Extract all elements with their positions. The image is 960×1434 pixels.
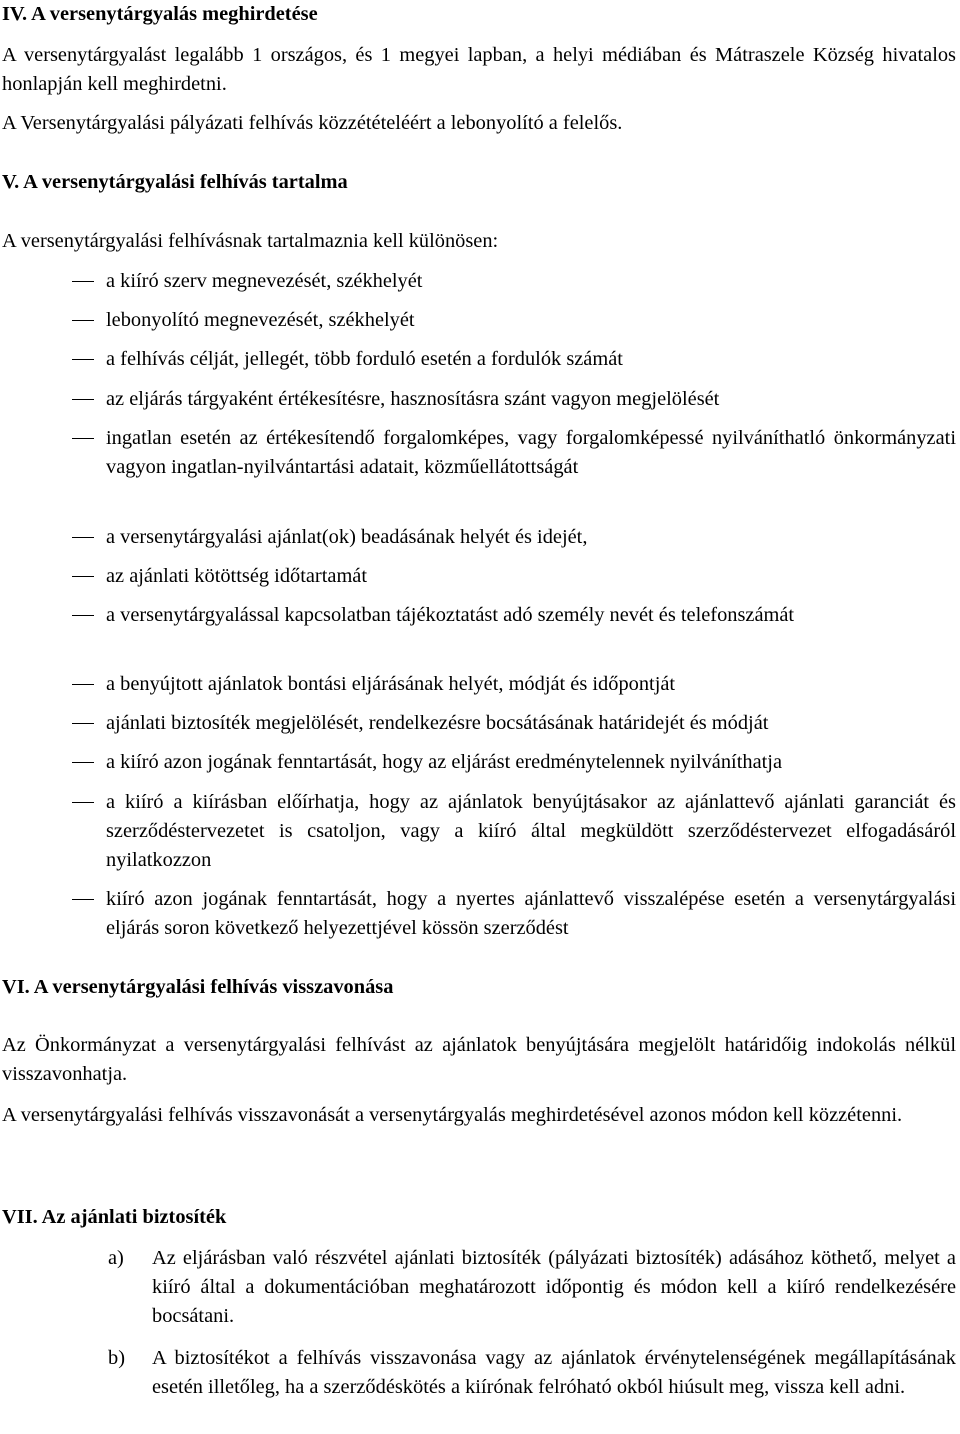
list-item-text: a kiíró azon jogának fenntartását, hogy az eljárást eredménytelennek nyilváníthatja [106, 751, 783, 773]
section-vi-paragraph-2: A versenytárgyalási felhívás visszavonását a versenytárgyalás meghirdetésével azonos módon kell közzétenni. [2, 1104, 903, 1126]
list-marker: b) [108, 1347, 125, 1369]
list-item-text: a felhívás célját, jellegét, több forduló esetén a fordulók számát [106, 348, 623, 370]
list-item-text: lebonyolító megnevezését, székhelyét [106, 309, 415, 331]
list-item-text: a versenytárgyalási ajánlat(ok) beadásának helyét és idejét, [106, 526, 588, 548]
list-item-text: a kiíró a kiírásban előírhatja, hogy az ajánlatok benyújtásakor az ajánlattevő ajánlati garanciát és szerződéstervezetet is csatoljon, vagy a kiíró által megküldött szerződéstervezet elfogadásáról nyilatkozzon [106, 791, 956, 871]
dash-bullet [72, 684, 94, 685]
dash-bullet [72, 399, 94, 400]
list-item-text: a versenytárgyalással kapcsolatban tájékoztatást adó személy nevét és telefonszámát [106, 604, 795, 626]
dash-bullet [72, 438, 94, 439]
section-iv-paragraph-2: A Versenytárgyalási pályázati felhívás közzétételéért a lebonyolító a felelős. [2, 112, 623, 134]
section-iv-heading: IV. A versenytárgyalás meghirdetése [2, 3, 318, 25]
list-item-text: az ajánlati kötöttség időtartamát [106, 565, 368, 587]
list-item-text: kiíró azon jogának fenntartását, hogy a nyertes ajánlattevő visszalépése esetén a versenytárgyalási eljárás soron következő helyezettjével kössön szerződést [106, 888, 956, 939]
dash-bullet [72, 359, 94, 360]
section-iv-paragraph-1: A versenytárgyalást legalább 1 országos, és 1 megyei lapban, a helyi médiában és Mátraszele Község hivatalos honlapján kell meghirdetni. [2, 44, 956, 95]
dash-bullet [72, 615, 94, 616]
dash-bullet [72, 320, 94, 321]
lettered-list-item-text: A biztosítékot a felhívás visszavonása vagy az ajánlatok érvénytelenségének megállapításának esetén illetőleg, ha a szerződéskötés a kiírónak felróható okból hiúsult meg, vissza kell adni. [152, 1347, 956, 1398]
dash-bullet [72, 281, 94, 282]
section-v-heading: V. A versenytárgyalási felhívás tartalma [2, 171, 348, 193]
dash-bullet [72, 723, 94, 724]
dash-bullet [72, 576, 94, 577]
dash-bullet [72, 802, 94, 803]
list-item-text: ajánlati biztosíték megjelölését, rendelkezésre bocsátásának határidejét és módját [106, 712, 769, 734]
lettered-list-item-text: Az eljárásban való részvétel ajánlati biztosíték (pályázati biztosíték) adásához köthető, melyet a kiíró által a dokumentációban meghatározott időpontig és módon kell a kiíró rendelkezésére bocsátani. [152, 1247, 956, 1327]
section-vi-heading: VI. A versenytárgyalási felhívás visszavonása [2, 976, 394, 998]
dash-bullet [72, 537, 94, 538]
list-item-text: az eljárás tárgyaként értékesítésre, hasznosításra szánt vagyon megjelölését [106, 388, 720, 410]
list-item-text: a kiíró szerv megnevezését, székhelyét [106, 270, 423, 292]
list-marker: a) [108, 1247, 124, 1269]
section-v-intro: A versenytárgyalási felhívásnak tartalmaznia kell különösen: [2, 230, 499, 252]
dash-bullet [72, 899, 94, 900]
section-vi-paragraph-1: Az Önkormányzat a versenytárgyalási felhívást az ajánlatok benyújtására megjelölt határidőig indokolás nélkül visszavonhatja. [2, 1034, 956, 1085]
list-item-text: a benyújtott ajánlatok bontási eljárásának helyét, módját és időpontját [106, 673, 676, 695]
list-item-text: ingatlan esetén az értékesítendő forgalomképes, vagy forgalomképessé nyilváníthatló önkormányzati vagyon ingatlan-nyilvántartási adatait, közműellátottságát [106, 427, 956, 478]
dash-bullet [72, 762, 94, 763]
section-vii-heading: VII. Az ajánlati biztosíték [2, 1206, 227, 1228]
